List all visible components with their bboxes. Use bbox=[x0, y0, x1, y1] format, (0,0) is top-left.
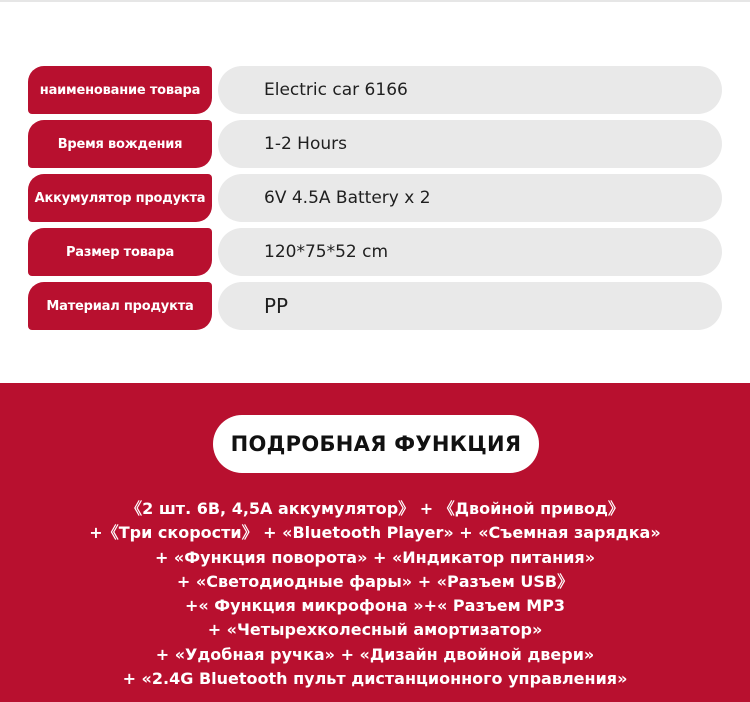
spec-label: Материал продукта bbox=[28, 282, 212, 330]
spec-label: Размер товара bbox=[28, 228, 212, 276]
feature-line: +《Три скорости》 + «Bluetooth Player» + «Съемная зарядка» bbox=[89, 523, 661, 543]
spec-table bbox=[28, 66, 722, 336]
feature-line: +« Функция микрофона »+« Разъем MP3 bbox=[184, 596, 566, 616]
spec-value: 120*75*52 cm bbox=[218, 228, 722, 276]
spec-label: наименование товара bbox=[28, 66, 212, 114]
feature-line: + «Функция поворота» + «Индикатор питания» bbox=[154, 547, 596, 567]
spec-label: Время вождения bbox=[28, 120, 212, 168]
spec-row-size bbox=[28, 228, 722, 276]
features-list bbox=[0, 497, 750, 691]
spec-value: Electric car 6166 bbox=[218, 66, 722, 114]
spec-label: Аккумулятор продукта bbox=[28, 174, 212, 222]
spec-row-name bbox=[28, 66, 722, 114]
spec-row-material bbox=[28, 282, 722, 330]
feature-line: + «Светодиодные фары» + «Разъем USB》 bbox=[176, 571, 574, 591]
features-title: ПОДРОБНАЯ ФУНКЦИЯ bbox=[213, 415, 539, 473]
spec-value: 6V 4.5A Battery x 2 bbox=[218, 174, 722, 222]
feature-line: + «Удобная ручка» + «Дизайн двойной двери» bbox=[155, 644, 595, 664]
spec-value: PP bbox=[218, 282, 722, 330]
spec-row-driving-time bbox=[28, 120, 722, 168]
feature-line: 《2 шт. 6В, 4,5А аккумулятор》 + 《Двойной привод》 bbox=[126, 499, 624, 518]
feature-line: + «Четырехколесный амортизатор» bbox=[207, 620, 543, 640]
spec-row-battery bbox=[28, 174, 722, 222]
spec-value: 1-2 Hours bbox=[218, 120, 722, 168]
feature-line: + «2.4G Bluetooth пульт дистанционного управления» bbox=[122, 669, 628, 689]
features-section bbox=[0, 383, 750, 702]
top-divider bbox=[0, 0, 750, 2]
